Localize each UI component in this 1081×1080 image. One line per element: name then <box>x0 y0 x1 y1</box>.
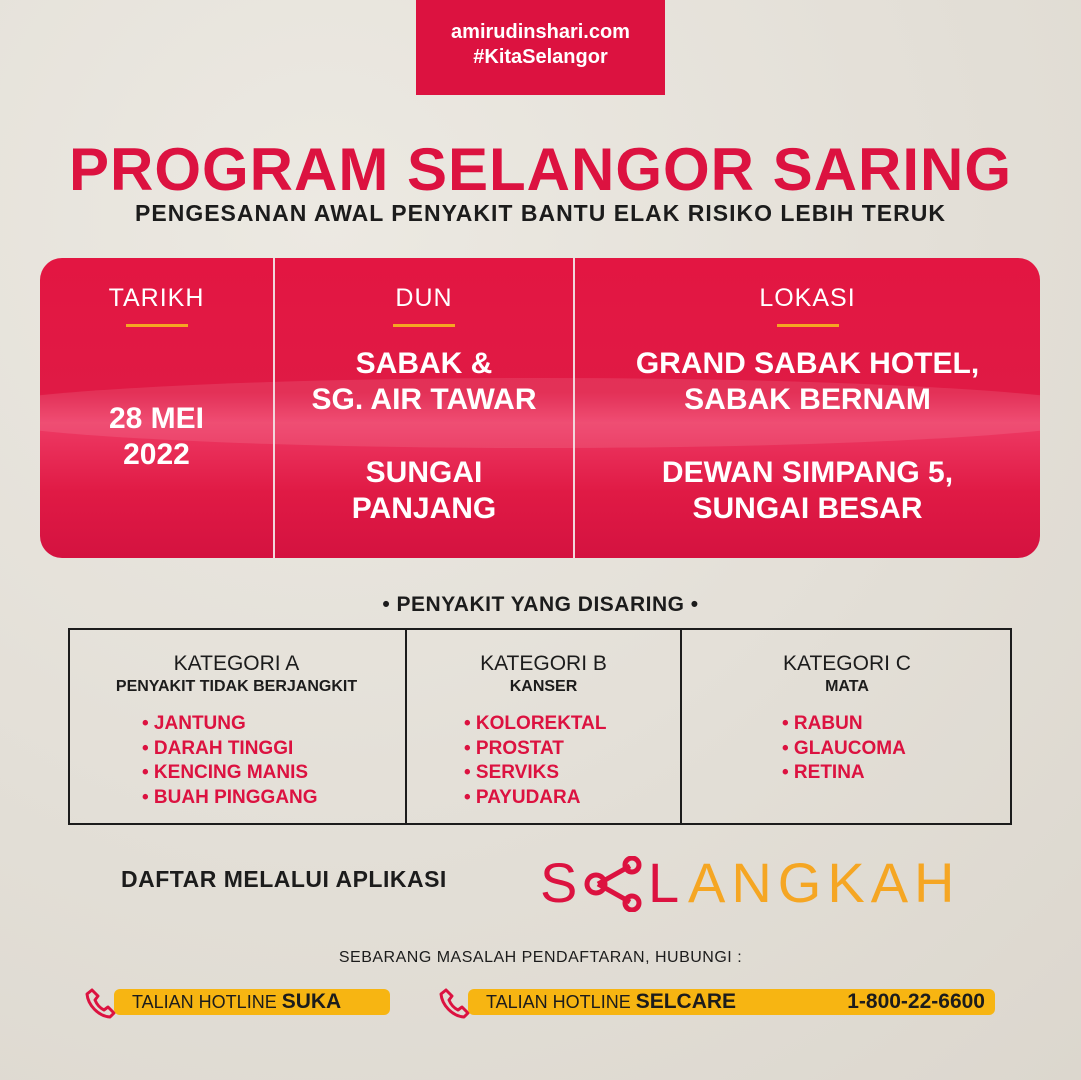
dun-header: DUN <box>395 284 453 312</box>
header-underline <box>393 324 455 327</box>
list-item: • DARAH TINGGI <box>142 737 294 759</box>
dun-1-line-2: SG. AIR TAWAR <box>311 383 537 416</box>
header-underline <box>777 324 839 327</box>
phone-icon <box>84 985 118 1019</box>
dun-1 <box>275 346 573 418</box>
category-sub: PENYAKIT TIDAK BERJANGKIT <box>115 678 358 695</box>
category-b <box>405 630 680 823</box>
selangkah-logo <box>540 848 970 918</box>
list-item: • BUAH PINGGANG <box>142 786 318 808</box>
diseases-section-title: • PENYAKIT YANG DISARING • <box>382 593 699 616</box>
hotline-name: SUKA <box>281 990 342 1013</box>
header-underline <box>126 324 188 327</box>
location-2-line-2: SUNGAI BESAR <box>692 492 923 525</box>
hotline-name: SELCARE <box>635 990 737 1013</box>
list-item: • PAYUDARA <box>464 786 581 808</box>
list-item: • RETINA <box>782 762 865 783</box>
date-header: TARIKH <box>108 284 205 312</box>
page-title: PROGRAM SELANGOR SARING <box>68 136 1013 203</box>
date-value <box>40 401 273 473</box>
location-2-line-1: DEWAN SIMPANG 5, <box>661 456 954 489</box>
logo-letter-s: S <box>540 851 584 914</box>
category-sub: MATA <box>825 678 869 695</box>
category-name: KATEGORI B <box>480 652 607 675</box>
hotline-prefix: TALIAN HOTLINE <box>132 992 277 1012</box>
location-1-line-1: GRAND SABAK HOTEL, <box>635 347 980 380</box>
category-name: KATEGORI C <box>783 652 911 675</box>
list-item: • KOLOREKTAL <box>464 713 607 734</box>
dun-2 <box>275 455 573 527</box>
brand-tag <box>416 0 665 95</box>
dun-column <box>275 258 573 558</box>
register-label: DAFTAR MELALUI APLIKASI <box>121 866 447 892</box>
dun-2-line-2: PANJANG <box>351 492 497 525</box>
date-line-2: 2022 <box>123 438 190 471</box>
category-items <box>782 712 906 786</box>
category-sub: KANSER <box>509 678 578 695</box>
page-subtitle: PENGESANAN AWAL PENYAKIT BANTU ELAK RISIKO LEBIH TERUK <box>135 200 946 226</box>
hotline-prefix: TALIAN HOTLINE <box>486 992 631 1012</box>
hotline-number: 1-800-22-6600 <box>847 990 985 1013</box>
category-name: KATEGORI A <box>173 652 300 675</box>
hotline-selcare-button[interactable] <box>468 989 995 1015</box>
category-c <box>680 630 1012 823</box>
logo-letter-l: L <box>648 851 686 914</box>
location-header: LOKASI <box>759 284 856 312</box>
category-a <box>70 630 403 823</box>
logo-letters-rest: ANGKAH <box>688 851 961 914</box>
dun-1-line-1: SABAK & <box>355 347 493 380</box>
brand-site: amirudinshari.com <box>451 21 630 43</box>
location-column <box>575 258 1040 558</box>
share-node-icon <box>584 856 646 912</box>
location-1 <box>575 346 1040 418</box>
phone-icon <box>438 985 472 1019</box>
date-column <box>40 258 273 558</box>
location-1-line-2: SABAK BERNAM <box>684 383 931 416</box>
category-items <box>142 712 318 810</box>
category-items <box>464 712 606 810</box>
list-item: • JANTUNG <box>142 713 246 734</box>
list-item: • KENCING MANIS <box>142 762 309 783</box>
contact-label: SEBARANG MASALAH PENDAFTARAN, HUBUNGI : <box>338 949 743 966</box>
hotline-suka-button[interactable] <box>114 989 390 1015</box>
list-item: • PROSTAT <box>464 737 564 759</box>
list-item: • GLAUCOMA <box>782 737 906 759</box>
location-2 <box>575 455 1040 527</box>
dun-2-line-1: SUNGAI <box>365 456 483 489</box>
brand-hashtag: #KitaSelangor <box>473 46 608 68</box>
diseases-table <box>68 628 1012 825</box>
list-item: • RABUN <box>782 713 863 734</box>
schedule-panel <box>40 258 1040 558</box>
date-line-1: 28 MEI <box>108 402 205 435</box>
list-item: • SERVIKS <box>464 762 559 783</box>
